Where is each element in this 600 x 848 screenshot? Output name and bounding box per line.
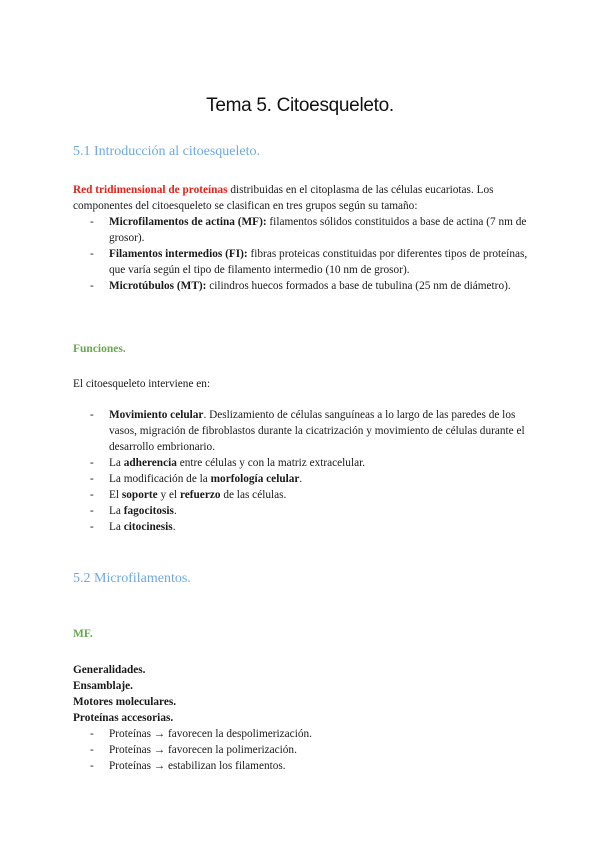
topic-ensamblaje: Ensamblaje. xyxy=(73,680,133,692)
list-item: - El soporte y el refuerzo de las células. xyxy=(90,489,287,501)
topic-proteinas-accesorias: Proteínas accesorias. xyxy=(73,712,174,724)
section-1-heading: 5.1 Introducción al citoesqueleto. xyxy=(73,144,260,159)
list-item: - Movimiento celular. Deslizamiento de células sanguíneas a lo largo de las paredes de los vasos, migración de fibroblastos durante la cicatrización y movimiento de células durante el desarrollo embrionario. xyxy=(90,409,525,453)
section-2-heading: 5.2 Microfilamentos. xyxy=(73,571,191,586)
list-item: - Microtúbulos (MT): cilindros huecos formados a base de tubulina (25 nm de diámetro). xyxy=(90,280,511,292)
list-item: - Microfilamentos de actina (MF): filamentos sólidos constituidos a base de actina (7 nm de grosor). xyxy=(90,216,527,244)
intro-highlight: Red tridimensional de proteínas xyxy=(73,184,228,196)
topic-motores: Motores moleculares. xyxy=(73,696,177,708)
list-item: - La fagocitosis. xyxy=(90,505,177,517)
mf-subheading: MF. xyxy=(73,628,93,640)
accesorias-list xyxy=(73,726,533,774)
type-term: Microtúbulos (MT): xyxy=(109,280,207,292)
list-item: - La citocinesis. xyxy=(90,521,176,533)
list-item: - Proteínas → favorecen la polimerización. xyxy=(90,744,297,756)
list-item: - Proteínas → favorecen la despolimerización. xyxy=(90,728,312,740)
funciones-heading: Funciones. xyxy=(73,343,126,355)
type-term: Filamentos intermedios (FI): xyxy=(109,248,248,260)
list-item: - La adherencia entre células y con la matriz extracelular. xyxy=(90,457,366,469)
list-item: - La modificación de la morfología celular. xyxy=(90,473,303,485)
list-item: - Filamentos intermedios (FI): fibras proteicas constituidas por diferentes tipos de proteínas, que varía según el tipo de filamento intermedio (10 nm de grosor). xyxy=(90,248,528,276)
intro-text: distribuidas en el citoplasma de las células eucariotas. Los componentes del citoesqueleto se clasifican en tres grupos según su tamaño: xyxy=(73,184,494,212)
funciones-intro: El citoesqueleto interviene en: xyxy=(73,378,211,390)
funciones-list xyxy=(73,407,533,535)
list-item: - Proteínas → estabilizan los filamentos. xyxy=(90,760,286,772)
cytoskeleton-types-list xyxy=(73,214,533,294)
page-title: Tema 5. Citoesqueleto. xyxy=(206,95,394,116)
type-term: Microfilamentos de actina (MF): xyxy=(109,216,267,228)
topic-generalidades: Generalidades. xyxy=(73,664,146,676)
intro-paragraph xyxy=(73,182,533,214)
mf-topics xyxy=(73,662,176,726)
